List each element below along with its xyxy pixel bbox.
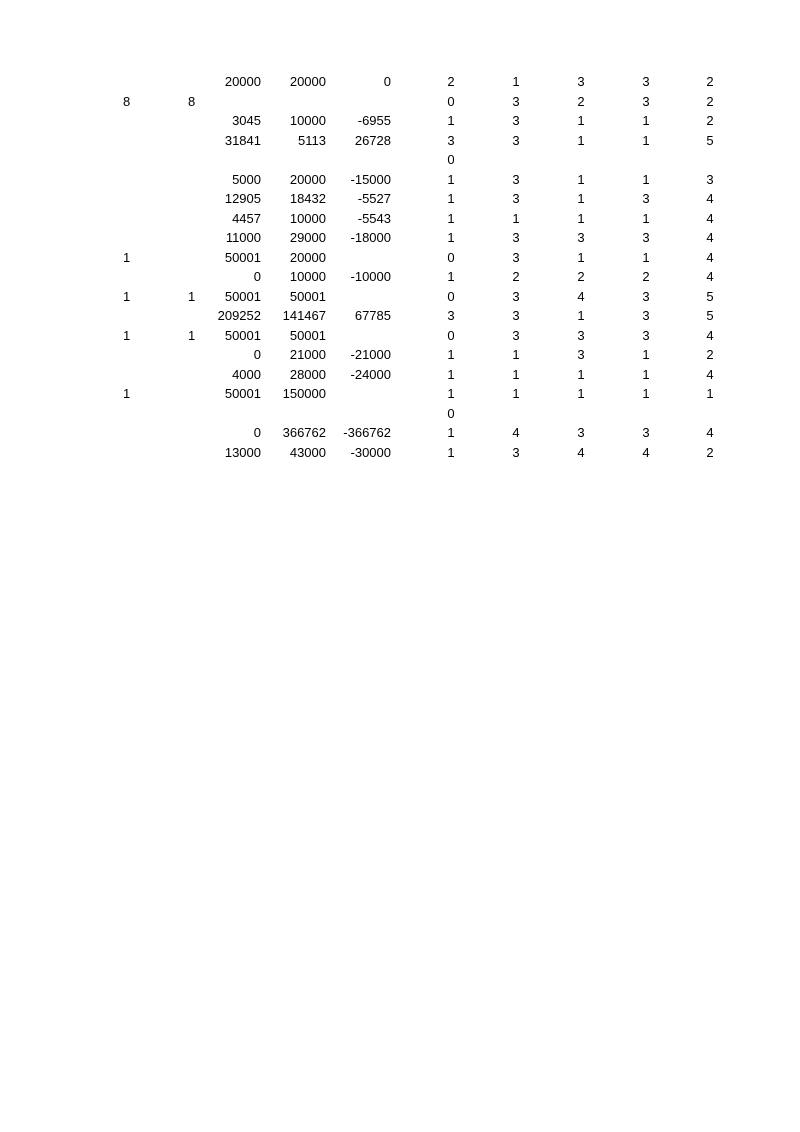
table-cell: [695, 150, 725, 170]
table-cell: 5: [706, 288, 714, 304]
table-cell: 1: [642, 366, 650, 382]
table-cell: 0: [447, 249, 455, 265]
table-cell: [501, 150, 531, 170]
table-cell: 0: [383, 74, 391, 89]
table-cell: 20000: [289, 171, 326, 187]
table-cell: [566, 404, 596, 424]
table-cell: 1: [512, 347, 520, 362]
table-cell: 1: [577, 249, 585, 265]
table-cell: 1: [577, 210, 585, 226]
table-cell: 4: [642, 444, 650, 460]
table-cell: 4: [706, 230, 714, 245]
table-cell: [123, 209, 153, 229]
table-cell: 5: [706, 308, 714, 323]
table-cell: 67785: [354, 308, 391, 323]
table-cell: 4: [706, 210, 714, 226]
table-cell: 3: [512, 327, 520, 343]
table-cell: [123, 345, 153, 365]
table-cell: 3: [447, 308, 455, 323]
table-cell: 3: [642, 288, 650, 304]
table-cell: 2: [512, 269, 520, 284]
table-row: [0, 92, 800, 112]
table-cell: 1: [512, 366, 520, 382]
table-cell: 2: [706, 113, 714, 128]
table-cell: 0: [447, 327, 455, 343]
table-cell: 5113: [298, 132, 326, 148]
table-cell: 5000: [232, 171, 261, 187]
table-cell: 21000: [289, 347, 326, 362]
table-cell: 1: [642, 113, 650, 128]
table-cell: -5543: [357, 210, 391, 226]
table-row: [0, 384, 800, 404]
table-cell: 50001: [224, 327, 261, 343]
table-cell: 0: [253, 269, 261, 284]
table-cell: 8: [188, 93, 196, 109]
table-cell: 366762: [282, 425, 326, 440]
table-row: [0, 170, 800, 190]
table-cell: 1: [512, 386, 520, 401]
table-cell: 3: [512, 171, 520, 187]
table-cell: -366762: [343, 425, 391, 440]
table-cell: 1: [447, 230, 455, 245]
table-cell: [265, 150, 326, 170]
table-cell: 1: [123, 386, 131, 401]
table-cell: 10000: [289, 210, 326, 226]
table-cell: 3: [512, 191, 520, 206]
table-cell: 1: [642, 249, 650, 265]
table-row: [0, 209, 800, 229]
table-cell: 1: [512, 74, 520, 89]
table-cell: [325, 92, 391, 112]
table-cell: 3: [577, 327, 585, 343]
table-cell: 1: [577, 191, 585, 206]
table-cell: [631, 404, 661, 424]
table-cell: 3: [642, 191, 650, 206]
table-cell: 4: [706, 366, 714, 382]
table-cell: 1: [447, 444, 455, 460]
table-cell: 0: [253, 425, 261, 440]
table-row: [0, 267, 800, 287]
table-cell: 12905: [224, 191, 261, 206]
table-cell: [325, 384, 391, 404]
table-cell: 3: [447, 132, 455, 148]
table-cell: 3: [577, 347, 585, 362]
table-cell: [123, 150, 153, 170]
table-cell: 50001: [224, 386, 261, 401]
table-cell: 1: [577, 386, 585, 401]
table-cell: [325, 150, 391, 170]
table-cell: 3: [642, 74, 650, 89]
table-row: [0, 326, 800, 346]
table-row: [0, 150, 800, 170]
table-cell: 3045: [232, 113, 261, 128]
table-cell: [123, 72, 153, 92]
table-cell: 0: [447, 288, 455, 304]
table-cell: -24000: [350, 366, 391, 382]
table-cell: 1: [642, 132, 650, 148]
table-cell: 3: [642, 425, 650, 440]
table-row: [0, 72, 800, 92]
table-cell: 1: [447, 171, 455, 187]
table-cell: [123, 228, 153, 248]
table-cell: 1: [642, 347, 650, 362]
table-cell: 1: [447, 113, 455, 128]
table-cell: -15000: [350, 171, 391, 187]
table-cell: 1: [123, 288, 131, 304]
table-cell: 1: [577, 308, 585, 323]
table-cell: [325, 287, 391, 307]
table-cell: -30000: [350, 444, 391, 460]
table-cell: 2: [577, 269, 585, 284]
table-row: [0, 404, 800, 424]
table-cell: 2: [706, 444, 714, 460]
table-cell: 1: [577, 113, 585, 128]
table-cell: 2: [706, 347, 714, 362]
table-cell: 3: [512, 113, 520, 128]
table-cell: 4: [706, 327, 714, 343]
table-row: [0, 443, 800, 463]
table-row: [0, 345, 800, 365]
table-cell: 8: [123, 93, 131, 109]
table-cell: 3: [512, 132, 520, 148]
table-cell: 4: [706, 191, 714, 206]
table-cell: 50001: [289, 327, 326, 343]
table-cell: [123, 365, 153, 385]
table-cell: 1: [123, 249, 131, 265]
table-cell: 2: [706, 74, 714, 89]
table-cell: [325, 404, 391, 424]
table-cell: 28000: [289, 366, 326, 382]
table-cell: 1: [577, 132, 585, 148]
table-cell: 29000: [289, 230, 326, 245]
table-cell: [631, 150, 661, 170]
table-cell: -21000: [350, 347, 391, 362]
table-cell: 10000: [289, 269, 326, 284]
data-table: [0, 72, 800, 462]
table-cell: 1: [512, 210, 520, 226]
table-cell: 1: [642, 386, 650, 401]
table-cell: 1: [188, 327, 196, 343]
table-cell: 1: [447, 425, 455, 440]
table-cell: [123, 267, 153, 287]
table-cell: 4: [512, 425, 520, 440]
table-row: [0, 248, 800, 268]
table-cell: 2: [577, 93, 585, 109]
table-cell: 4: [706, 425, 714, 440]
table-cell: 3: [512, 249, 520, 265]
table-cell: [123, 131, 153, 151]
table-cell: 10000: [289, 113, 326, 128]
table-cell: [325, 248, 391, 268]
table-cell: 1: [642, 210, 650, 226]
table-cell: 1: [447, 210, 455, 226]
table-cell: 3: [512, 308, 520, 323]
table-cell: 3: [512, 230, 520, 245]
table-cell: 3: [642, 93, 650, 109]
table-cell: [695, 404, 725, 424]
table-cell: 50001: [224, 249, 261, 265]
table-cell: 1: [447, 366, 455, 382]
table-row: [0, 131, 800, 151]
table-cell: 209252: [217, 308, 261, 323]
table-cell: 20000: [224, 74, 261, 89]
table-cell: 4: [706, 249, 714, 265]
table-cell: 141467: [282, 308, 326, 323]
table-cell: 3: [512, 93, 520, 109]
table-cell: [200, 404, 261, 424]
table-cell: [123, 423, 153, 443]
table-cell: 1: [123, 327, 131, 343]
table-cell: 18432: [289, 191, 326, 206]
table-cell: 1: [447, 269, 455, 284]
table-cell: -10000: [350, 269, 391, 284]
table-row: [0, 228, 800, 248]
table-cell: [200, 92, 261, 112]
table-cell: 4457: [232, 210, 261, 226]
table-cell: [566, 150, 596, 170]
table-cell: 3: [706, 171, 714, 187]
table-row: [0, 287, 800, 307]
table-cell: 3: [642, 308, 650, 323]
table-cell: 43000: [289, 444, 326, 460]
table-cell: 0: [447, 93, 455, 109]
table-cell: 5: [706, 132, 714, 148]
table-cell: [123, 306, 153, 326]
table-row: [0, 111, 800, 131]
table-cell: 1: [577, 171, 585, 187]
table-cell: 1: [447, 386, 455, 401]
table-cell: 1: [447, 191, 455, 206]
table-cell: 1: [188, 288, 196, 304]
table-cell: 2: [706, 93, 714, 109]
table-cell: 1: [447, 347, 455, 362]
table-cell: 26728: [354, 132, 391, 148]
spreadsheet-page: [0, 72, 800, 462]
table-cell: 3: [642, 327, 650, 343]
table-cell: [265, 404, 326, 424]
table-cell: 4000: [232, 366, 261, 382]
table-cell: [123, 170, 153, 190]
table-cell: 0: [253, 347, 261, 362]
table-cell: 1: [577, 366, 585, 382]
table-cell: -5527: [357, 191, 391, 206]
table-cell: 1: [706, 386, 714, 401]
table-cell: 3: [512, 444, 520, 460]
table-cell: 0: [447, 405, 455, 421]
table-cell: [325, 326, 391, 346]
table-cell: 11000: [225, 230, 261, 245]
table-cell: 50001: [224, 288, 261, 304]
table-cell: 20000: [289, 249, 326, 265]
table-cell: 4: [706, 269, 714, 284]
table-cell: [501, 404, 531, 424]
table-cell: [123, 189, 153, 209]
table-row: [0, 365, 800, 385]
table-cell: 0: [447, 152, 455, 167]
table-cell: 13000: [224, 444, 261, 460]
table-cell: 50001: [289, 288, 326, 304]
table-cell: -18000: [350, 230, 391, 245]
table-cell: [123, 111, 153, 131]
table-cell: [200, 150, 261, 170]
table-cell: [123, 443, 153, 463]
table-cell: 20000: [289, 74, 326, 89]
table-cell: 3: [577, 74, 585, 89]
table-cell: 3: [512, 288, 520, 304]
table-cell: [265, 92, 326, 112]
table-row: [0, 423, 800, 443]
table-row: [0, 189, 800, 209]
table-cell: 4: [577, 444, 585, 460]
table-cell: 3: [577, 230, 585, 245]
table-cell: 1: [642, 171, 650, 187]
table-cell: 2: [447, 74, 455, 89]
table-cell: 3: [642, 230, 650, 245]
table-row: [0, 306, 800, 326]
table-cell: [123, 404, 153, 424]
table-cell: 2: [642, 269, 650, 284]
table-cell: 150000: [282, 386, 326, 401]
table-cell: 31841: [224, 132, 261, 148]
table-cell: -6955: [357, 113, 391, 128]
table-cell: 4: [577, 288, 585, 304]
table-cell: 3: [577, 425, 585, 440]
